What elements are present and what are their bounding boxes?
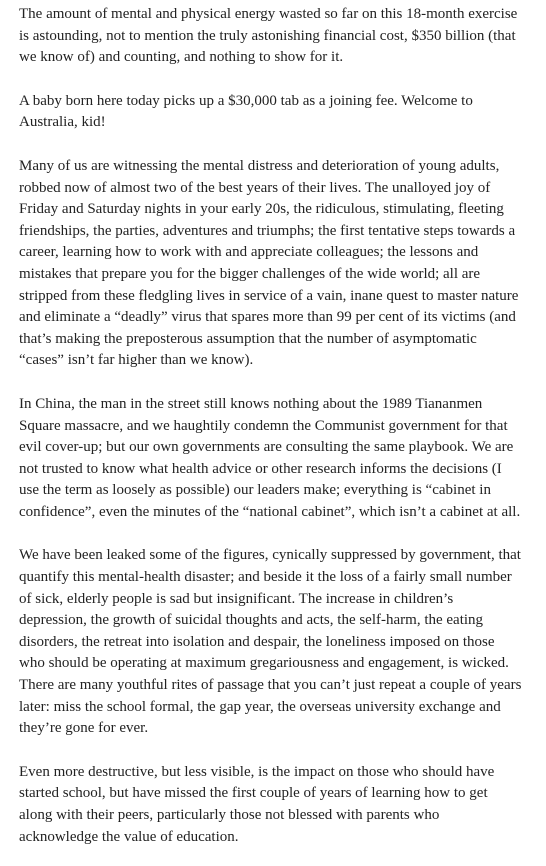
article-paragraph-2: A baby born here today picks up a $30,000 tab as a joining fee. Welcome to Australia, kid!: [19, 92, 473, 131]
article-paragraph-3: Many of us are witnessing the mental distress and deterioration of young adults, robbed now of almost two of the best years of their lives. The unalloyed joy of Friday and Saturday nights in your early 20s, the ridiculous, stimulating, fleeting friendships, the parties, adventures and triumphs; the first tentative steps towards a career, learning how to work with and appreciate colleagues; the lessons and mistakes that prepare you for the bigger challenges of the wide world; all are stripped from these fledgling lives in service of a vain, inane quest to master nature and eliminate a “deadly” virus that spares more than 99 per cent of its victims (and that’s making the preposterous assumption that the number of asymptomatic “cases” isn’t far higher than we know).: [19, 157, 519, 369]
article-paragraph-4: In China, the man in the street still knows nothing about the 1989 Tiananmen Square massacre, and we haughtily condemn the Communist government for that evil cover-up; but our own governments are consulting the same playbook. We are not trusted to know what health advice or other research informs the decisions (I use the term as loosely as possible) our leaders make; everything is “cabinet in confidence”, even the minutes of the “national cabinet”, which isn’t a cabinet at all.: [19, 395, 521, 520]
article-paragraph-6: Even more destructive, but less visible, is the impact on those who should have started school, but have missed the first couple of years of learning how to get along with their peers, particularly those not blessed with parents who acknowledge the value of education.: [19, 763, 495, 845]
article-paragraph-1: The amount of mental and physical energy wasted so far on this 18-month exercise is astounding, not to mention the truly astonishing financial cost, $350 billion (that we know of) and counting, and nothing to show for it.: [19, 6, 518, 66]
article-paragraph-5: We have been leaked some of the figures, cynically suppressed by government, that quantify this mental-health disaster; and beside it the loss of a fairly small number of sick, elderly people is sad but insignificant. The increase in children’s depression, the growth of suicidal thoughts and acts, the self-harm, the eating disorders, the retreat into isolation and despair, the loneliness imposed on those who should be operating at maximum gregariousness and engagement, is wicked. There are many youthful rites of passage that you can’t just repeat a couple of years later: miss the school formal, the gap year, the overseas university exchange and they’re gone for ever.: [19, 547, 522, 737]
